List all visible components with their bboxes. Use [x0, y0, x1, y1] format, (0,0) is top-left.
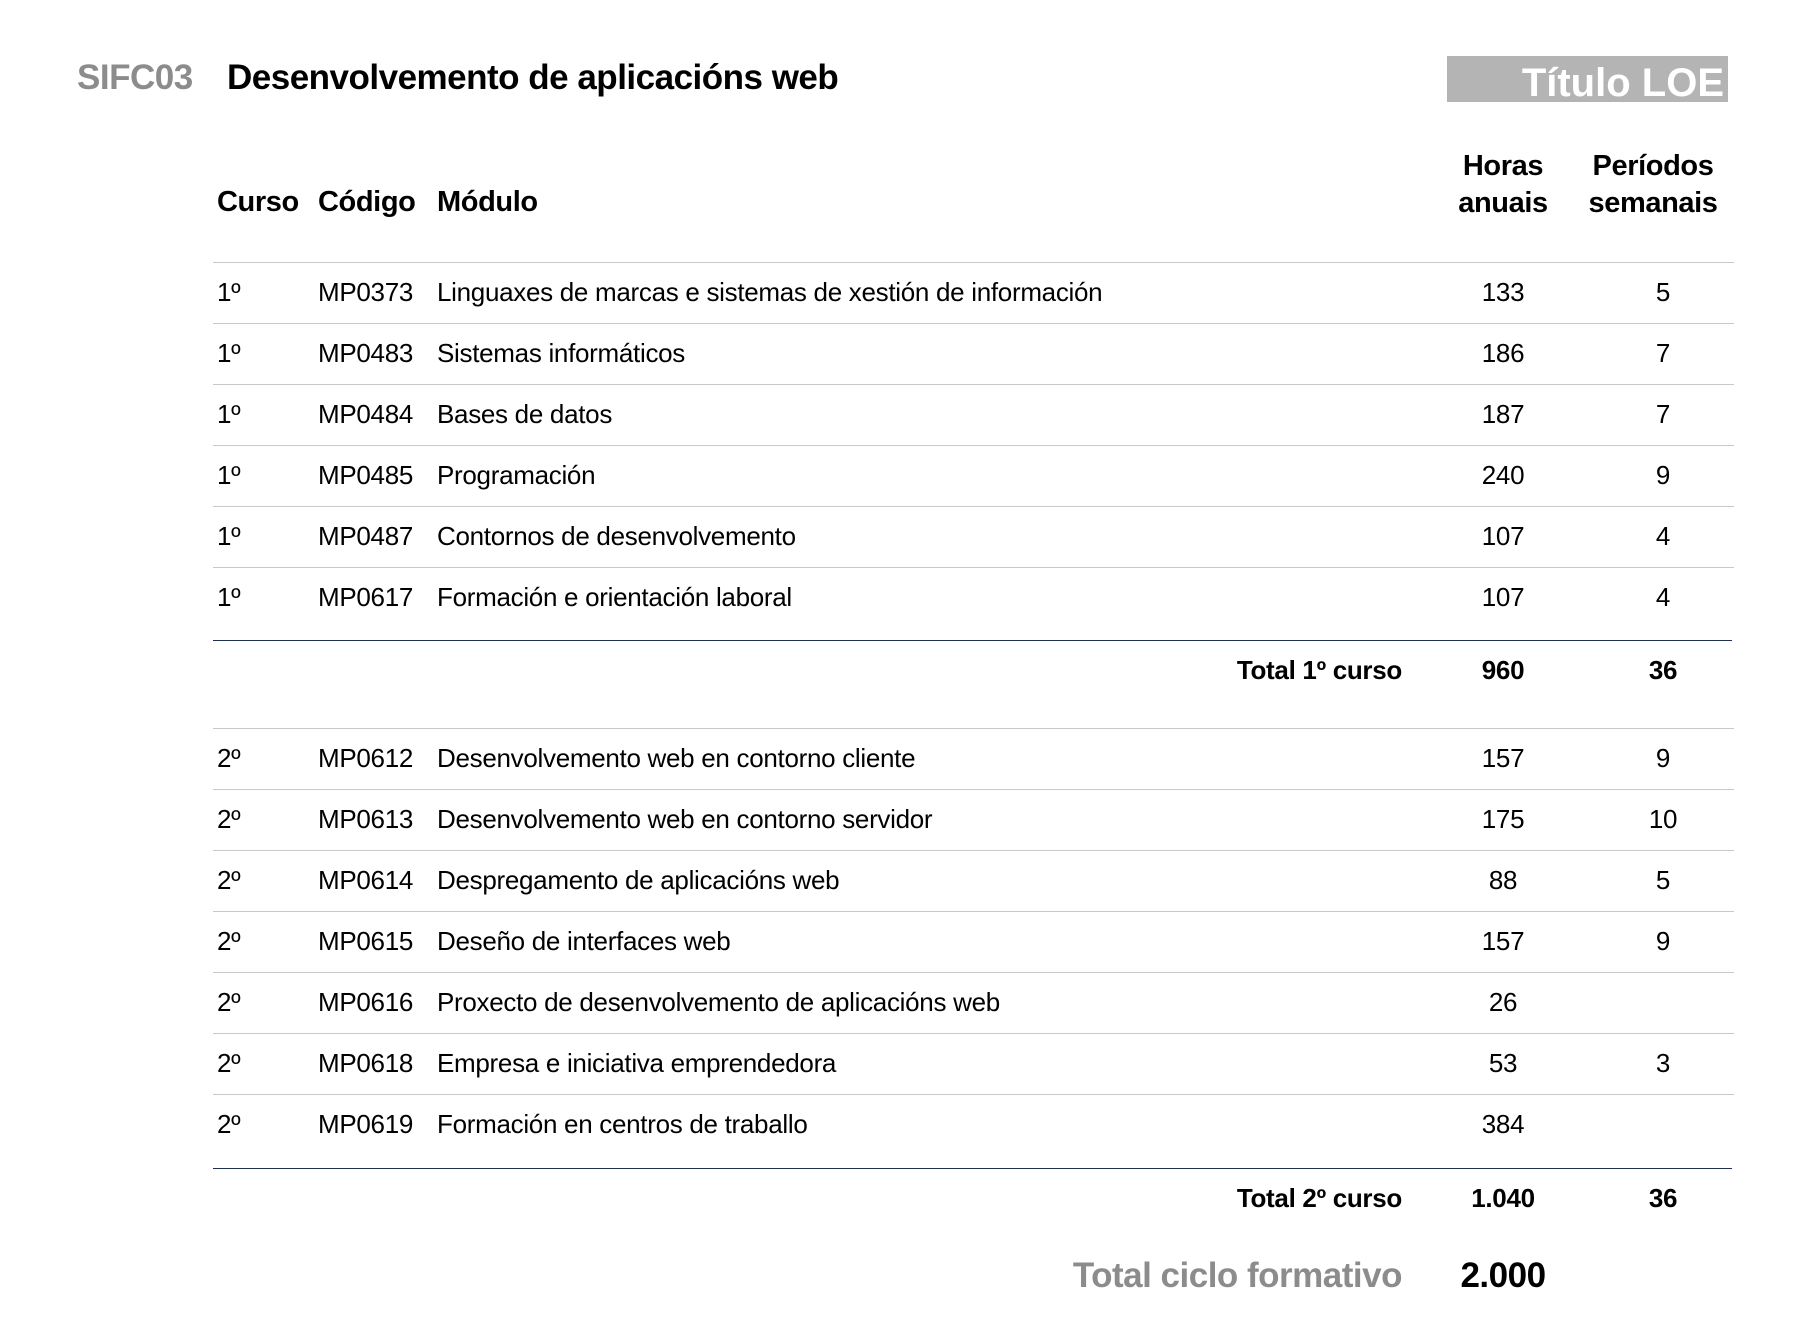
first-year-separator — [213, 640, 1732, 641]
cell-periodos: 4 — [1655, 582, 1671, 612]
table-row — [213, 728, 1734, 790]
cell-curso: 2º — [217, 743, 241, 773]
cell-modulo: Sistemas informáticos — [437, 338, 686, 368]
table-row — [213, 1094, 1734, 1156]
page-title: Desenvolvemento de aplicacións web — [227, 58, 839, 97]
cell-codigo: MP0483 — [318, 338, 414, 368]
table-row — [213, 384, 1734, 446]
cell-codigo: MP0614 — [318, 865, 414, 895]
cell-modulo: Formación en centros de traballo — [437, 1109, 808, 1139]
cell-codigo: MP0484 — [318, 399, 414, 429]
table-row — [213, 850, 1734, 912]
cell-codigo: MP0487 — [318, 521, 414, 551]
cell-periodos: 7 — [1655, 399, 1671, 429]
cell-codigo: MP0613 — [318, 804, 414, 834]
cell-modulo: Empresa e iniciativa emprendedora — [437, 1048, 837, 1078]
second-year-total-label: Total 2º curso — [1236, 1183, 1402, 1213]
col-header-periodos — [1583, 148, 1723, 222]
grand-total-value: 2.000 — [1460, 1256, 1546, 1295]
col-header-periodos-line2: semanais — [1588, 187, 1718, 219]
second-year-separator — [213, 1168, 1732, 1169]
first-year-total-label: Total 1º curso — [1236, 655, 1402, 685]
cell-codigo: MP0617 — [318, 582, 414, 612]
cell-horas: 384 — [1481, 1109, 1525, 1139]
cell-horas: 107 — [1481, 582, 1525, 612]
table-row — [213, 789, 1734, 851]
table-row — [213, 567, 1734, 629]
table-row — [213, 1033, 1734, 1095]
grand-total-label: Total ciclo formativo — [1072, 1256, 1402, 1295]
cell-codigo: MP0616 — [318, 987, 414, 1017]
cell-curso: 1º — [217, 399, 241, 429]
second-year-total-periods: 36 — [1648, 1183, 1678, 1213]
col-header-periodos-line1: Períodos — [1592, 150, 1714, 182]
cell-horas: 157 — [1481, 926, 1525, 956]
cell-codigo: MP0615 — [318, 926, 414, 956]
cell-curso: 1º — [217, 460, 241, 490]
cell-curso: 1º — [217, 521, 241, 551]
cell-modulo: Despregamento de aplicacións web — [437, 865, 840, 895]
first-year-total-hours: 960 — [1481, 655, 1525, 685]
cell-horas: 175 — [1481, 804, 1525, 834]
cell-modulo: Deseño de interfaces web — [437, 926, 731, 956]
cell-modulo: Proxecto de desenvolvemento de aplicacións web — [437, 987, 1000, 1017]
cell-curso: 2º — [217, 804, 241, 834]
cell-curso: 2º — [217, 1109, 241, 1139]
cell-codigo: MP0619 — [318, 1109, 414, 1139]
second-year-total-hours: 1.040 — [1471, 1183, 1535, 1213]
cell-horas: 107 — [1481, 521, 1525, 551]
cycle-code: SIFC03 — [77, 58, 193, 97]
cell-periodos: 3 — [1655, 1048, 1671, 1078]
cell-modulo: Bases de datos — [437, 399, 613, 429]
cell-horas: 133 — [1481, 277, 1525, 307]
cell-modulo: Contornos de desenvolvemento — [437, 521, 796, 551]
col-header-horas-line1: Horas — [1462, 150, 1544, 182]
cell-periodos: 10 — [1648, 804, 1678, 834]
cell-codigo: MP0618 — [318, 1048, 414, 1078]
cell-codigo: MP0612 — [318, 743, 414, 773]
cell-curso: 1º — [217, 277, 241, 307]
cell-codigo: MP0373 — [318, 277, 414, 307]
table-row — [213, 262, 1734, 324]
cell-curso: 2º — [217, 1048, 241, 1078]
cell-horas: 157 — [1481, 743, 1525, 773]
col-header-curso: Curso — [217, 186, 299, 218]
table-row — [213, 445, 1734, 507]
cell-curso: 2º — [217, 865, 241, 895]
col-header-horas — [1433, 148, 1573, 222]
cell-codigo: MP0485 — [318, 460, 414, 490]
cell-curso: 2º — [217, 926, 241, 956]
cell-periodos: 9 — [1655, 743, 1671, 773]
cell-horas: 186 — [1481, 338, 1525, 368]
cell-horas: 53 — [1488, 1048, 1518, 1078]
cell-modulo: Desenvolvemento web en contorno cliente — [437, 743, 916, 773]
cell-periodos: 5 — [1655, 865, 1671, 895]
cell-horas: 240 — [1481, 460, 1525, 490]
table-row — [213, 911, 1734, 973]
cell-horas: 88 — [1488, 865, 1518, 895]
table-row — [213, 506, 1734, 568]
cell-periodos: 5 — [1655, 277, 1671, 307]
first-year-total-periods: 36 — [1648, 655, 1678, 685]
col-header-modulo: Módulo — [437, 186, 538, 218]
col-header-horas-line2: anuais — [1458, 187, 1548, 219]
cell-periodos: 9 — [1655, 926, 1671, 956]
cell-modulo: Programación — [437, 460, 596, 490]
cell-modulo: Desenvolvemento web en contorno servidor — [437, 804, 933, 834]
cell-horas: 26 — [1488, 987, 1518, 1017]
cell-periodos: 9 — [1655, 460, 1671, 490]
title-badge: Título LOE — [1447, 56, 1728, 102]
cell-curso: 1º — [217, 582, 241, 612]
cell-periodos: 4 — [1655, 521, 1671, 551]
cell-periodos: 7 — [1655, 338, 1671, 368]
cell-curso: 2º — [217, 987, 241, 1017]
cell-horas: 187 — [1481, 399, 1525, 429]
table-row — [213, 972, 1734, 1034]
col-header-codigo: Código — [318, 186, 416, 218]
cell-modulo: Formación e orientación laboral — [437, 582, 792, 612]
cell-curso: 1º — [217, 338, 241, 368]
cell-modulo: Linguaxes de marcas e sistemas de xestión de información — [437, 277, 1103, 307]
table-row — [213, 323, 1734, 385]
